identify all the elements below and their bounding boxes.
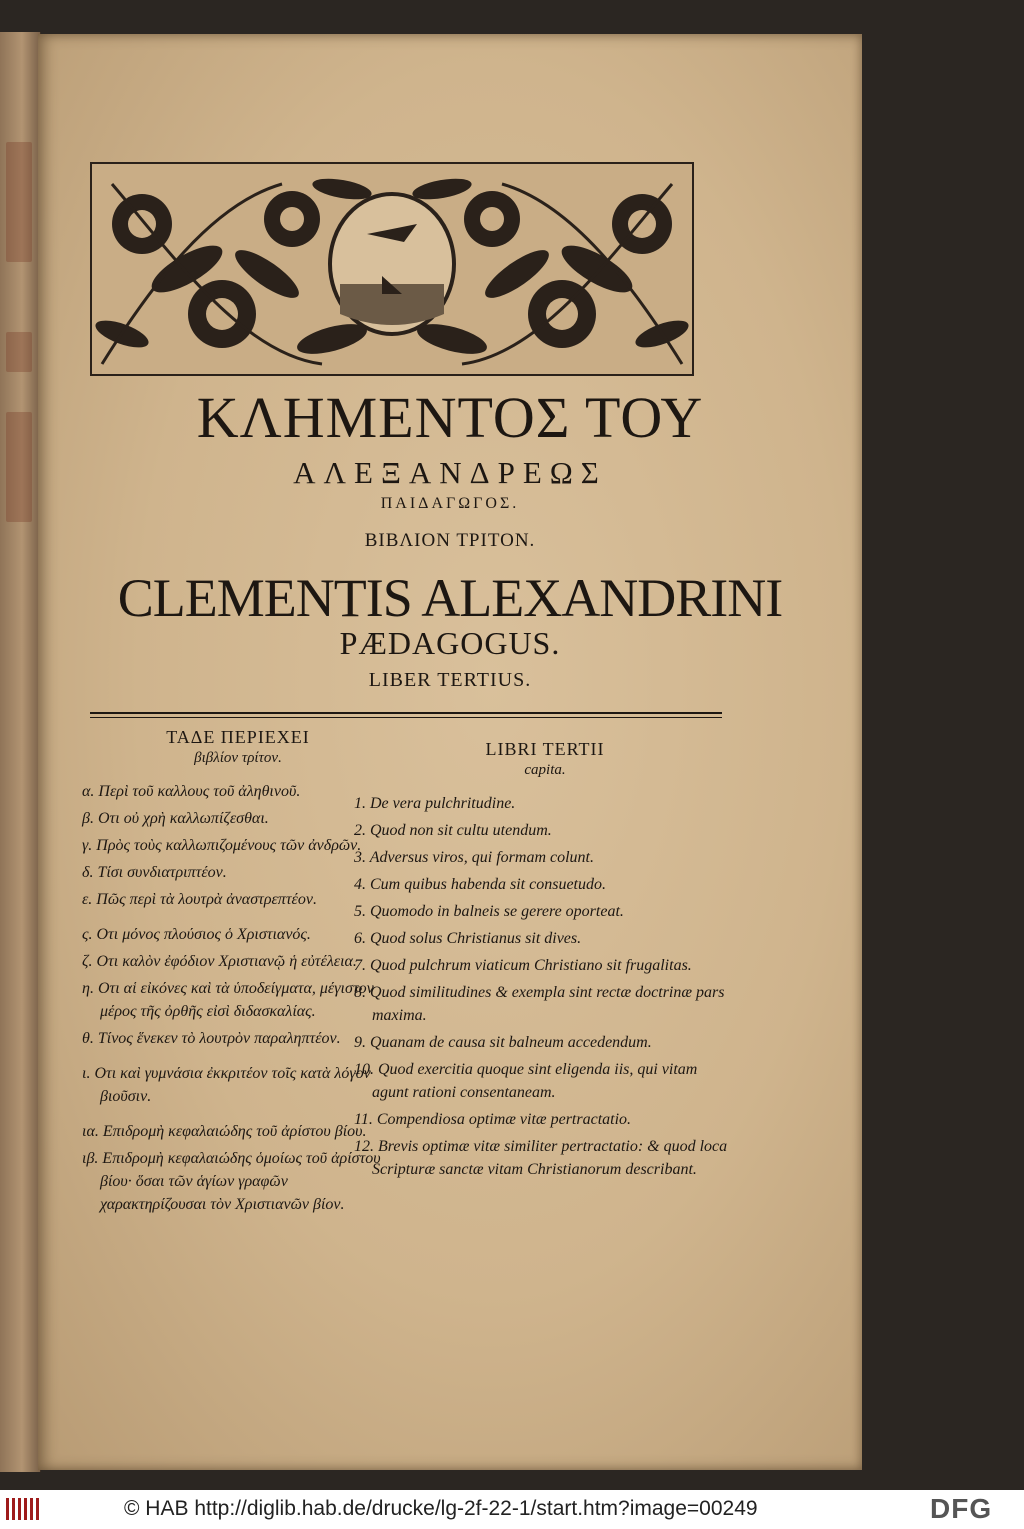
- book-page: [38, 34, 862, 1470]
- copyright-link[interactable]: © HAB http://diglib.hab.de/drucke/lg-2f-22-1/start.htm?image=00249: [124, 1497, 758, 1520]
- divider-rule: [90, 712, 722, 714]
- latin-entry: 6. Quod solus Christianus sit dives.: [354, 930, 582, 947]
- divider-rule-thin: [90, 717, 722, 718]
- greek-entry: ια. Επιδρομὴ κεφαλαιώδης τοῦ ἀρίστου βίου.: [82, 1123, 367, 1140]
- latin-entry: 10. Quod exercitia quoque sint eligenda iis, qui vitam agunt rationi consentaneam.: [354, 1061, 698, 1101]
- dfg-logo: DFG: [930, 1493, 993, 1524]
- greek-entry: η. Οτι αἱ εἰκόνες καὶ τὰ ὑποδείγματα, μέγιστον μέρος τῆς ὀρθῆς εἰσὶ διδασκαλίας.: [82, 980, 374, 1020]
- greek-entry: ς. Οτι μόνος πλούσιος ὁ Χριστιανός.: [82, 926, 311, 943]
- latin-entry: 1. De vera pulchritudine.: [354, 795, 516, 812]
- greek-entry: ζ. Οτι καλὸν ἐφόδιον Χριστιανῷ ἡ εὐτέλεια.: [82, 953, 357, 970]
- latin-entry: 7. Quod pulchrum viaticum Christiano sit frugalitas.: [354, 957, 692, 974]
- latin-entry: 11. Compendiosa optimæ vitæ pertractatio.: [354, 1111, 632, 1128]
- greek-entry: α. Περὶ τοῦ καλλους τοῦ ἀληθινοῦ.: [82, 783, 301, 800]
- latin-title: CLEMENTIS ALEXANDRINI: [117, 568, 783, 628]
- latin-contents-subheading: capita.: [524, 762, 566, 778]
- latin-work-title: PÆDAGOGUS.: [339, 625, 561, 661]
- barcode-icon: [6, 1498, 44, 1520]
- greek-contents-heading: ΤΑΔΕ ΠΕΡΙΕΧΕΙ: [166, 727, 310, 747]
- latin-entry: 3. Adversus viros, qui formam colunt.: [354, 849, 594, 866]
- latin-book-label: LIBER TERTIUS.: [368, 669, 532, 691]
- viewer-footer: [0, 1490, 1024, 1529]
- latin-entry: 8. Quod similitudines & exempla sint rectæ doctrinæ pars maxima.: [354, 984, 725, 1024]
- greek-entry: ι. Οτι καὶ γυμνάσια ἐκκριτέον τοῖς κατὰ λόγον βιοῦσιν.: [82, 1065, 371, 1105]
- facing-page-edge: [0, 32, 41, 1472]
- latin-entry: 2. Quod non sit cultu utendum.: [354, 822, 552, 839]
- greek-entry: ε. Πῶς περὶ τὰ λουτρὰ ἀναστρεπτέον.: [82, 891, 317, 908]
- latin-contents-heading: LIBRI TERTII: [485, 739, 605, 759]
- greek-entry: δ. Τίσι συνδιατριπτέον.: [82, 864, 227, 881]
- greek-entry: θ. Τίνος ἕνεκεν τὸ λουτρὸν παραληπτέον.: [82, 1030, 341, 1047]
- floral-ornament-icon: [92, 164, 692, 374]
- latin-entry: 12. Brevis optimæ vitæ similiter pertractatio: & quod loca Scripturæ sanctæ vitam Christianorum describant.: [354, 1138, 728, 1178]
- latin-entry: 4. Cum quibus habenda sit consuetudo.: [354, 876, 606, 893]
- greek-work-title: ΠΑΙΔΑΓΩΓΟΣ.: [380, 495, 520, 512]
- greek-entry: ιβ. Επιδρομὴ κεφαλαιώδης ὁμοίως τοῦ ἀρίστου βίου· ὅσαι τῶν ἁγίων γραφῶν χαρακτηρίζουσαι τὸν Χριστιανῶν βίον.: [82, 1150, 381, 1213]
- greek-entry: γ. Πρὸς τοὺς καλλωπιζομένους τῶν ἀνδρῶν.: [82, 837, 362, 854]
- latin-entry: 9. Quanam de causa sit balneum accedendum.: [354, 1034, 652, 1051]
- greek-title: ΚΛΗΜΕΝΤΟΣ ΤΟΥ: [196, 385, 704, 450]
- greek-author: ΑΛΕΞΑΝΔΡΕΩΣ: [293, 455, 607, 490]
- greek-book-label: ΒΙΒΛΙΟΝ ΤΡΙΤΟΝ.: [364, 530, 536, 551]
- greek-contents-column: [82, 726, 394, 1220]
- latin-entry: 5. Quomodo in balneis se gerere oporteat.: [354, 903, 624, 920]
- headpiece-ornament: [90, 162, 694, 376]
- latin-contents-column: [354, 738, 736, 1185]
- greek-contents-subheading: βιβλίον τρίτον.: [194, 750, 282, 766]
- greek-entry: β. Οτι οὐ χρὴ καλλωπίζεσθαι.: [82, 810, 269, 827]
